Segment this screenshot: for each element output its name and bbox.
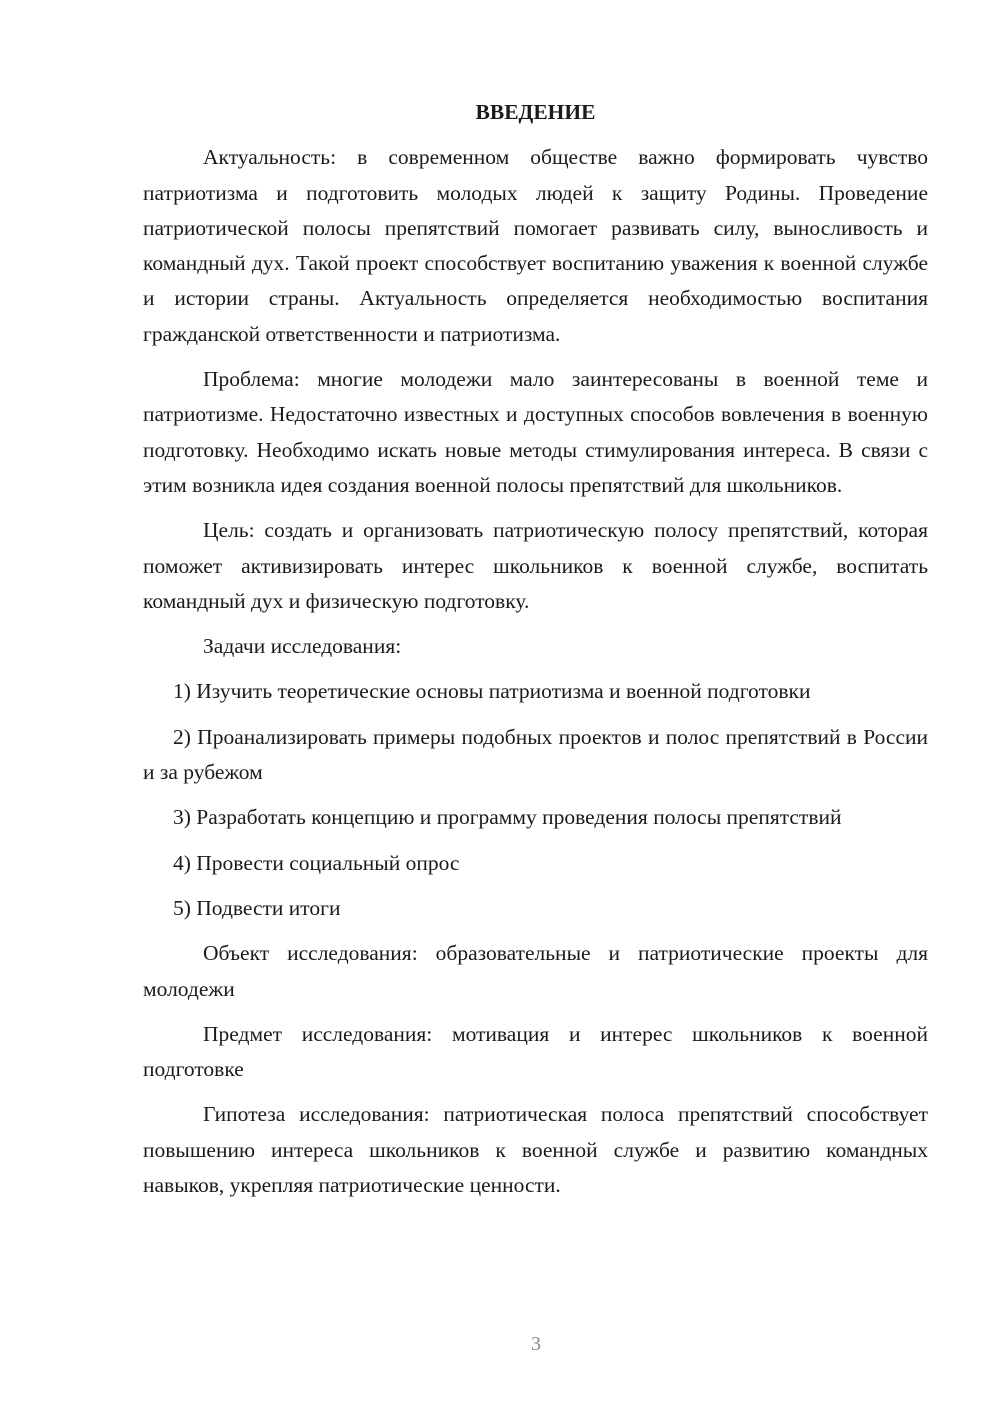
page-number: 3 <box>531 1333 541 1355</box>
task-item: 3) Разработать концепцию и программу проведения полосы препятствий <box>173 805 842 830</box>
page-title: ВВЕДЕНИЕ <box>475 100 596 124</box>
tasks-heading: Задачи исследования: <box>203 634 402 659</box>
relevance-paragraph: Актуальность: в современном обществе важно формировать чувство патриотизма и подготовить молодых людей к защиту Родины. Проведение патриотической полосы препятствий помогает развивать силу, выносливость и командный дух. Такой проект способствует воспитанию уважения к военной службе и истории страны. Актуальность определяется необходимостью воспитания гражданской ответственности и патриотизма. <box>143 145 928 346</box>
object-paragraph: Объект исследования: образовательные и патриотические проекты для молодежи <box>143 941 928 1001</box>
task-item: 5) Подвести итоги <box>173 895 341 920</box>
goal-paragraph: Цель: создать и организовать патриотическую полосу препятствий, которая поможет активизировать интерес школьников к военной службе, воспитать командный дух и физическую подготовку. <box>143 518 928 613</box>
subject-paragraph: Предмет исследования: мотивация и интерес школьников к военной подготовке <box>143 1021 928 1082</box>
problem-paragraph: Проблема: многие молодежи мало заинтересованы в военной теме и патриотизме. Недостаточно известных и доступных способов вовлечения в военную подготовку. Необходимо искать новые методы стимулирования интереса. В связи с этим возникла идея создания военной полосы препятствий для школьников. <box>143 367 928 497</box>
task-item: 2) Проанализировать примеры подобных проектов и полос препятствий в России и за рубежом <box>143 724 928 785</box>
hypothesis-paragraph: Гипотеза исследования: патриотическая полоса препятствий способствует повышению интереса школьников к военной службе и развитию командных навыков, укрепляя патриотические ценности. <box>143 1102 928 1198</box>
task-item: 4) Провести социальный опрос <box>173 850 460 875</box>
page-content <box>143 95 928 1213</box>
task-item: 1) Изучить теоретические основы патриотизма и военной подготовки <box>173 679 811 704</box>
